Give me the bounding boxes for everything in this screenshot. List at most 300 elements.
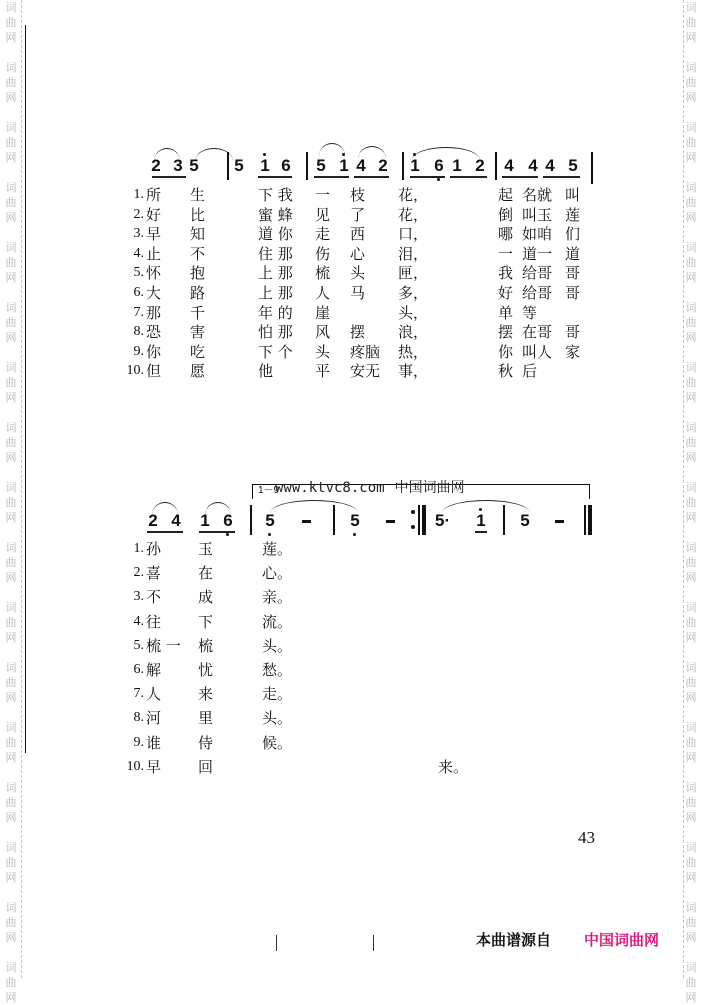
lyric-syllable: 头。 <box>262 709 293 728</box>
lyric-syllable: 住 那 <box>258 244 293 263</box>
watermark-glyph: 网 <box>685 571 697 584</box>
watermark-glyph: 词 <box>5 721 17 734</box>
dash-sustain <box>386 520 395 523</box>
lyric-syllable: 河 <box>146 709 162 728</box>
repeat-bar-line-thick <box>422 505 426 535</box>
page-number: 43 <box>578 828 595 847</box>
watermark-glyph: 曲 <box>5 916 17 929</box>
lyric-syllable: 怀 <box>146 264 162 283</box>
dash-sustain <box>302 520 311 523</box>
lyric-syllable: 叫人 <box>522 342 553 361</box>
note: 1 <box>452 156 462 175</box>
watermark-glyph: 网 <box>5 91 17 104</box>
watermark-glyph: 词 <box>685 181 697 194</box>
lyric-syllable: 解 <box>146 661 162 679</box>
watermark-glyph: 词 <box>5 841 17 854</box>
lyric-syllable: 害 <box>190 323 206 342</box>
note: 5 <box>568 156 578 175</box>
lyric-syllable: 不 <box>190 244 206 263</box>
lyric-syllable: 哥 <box>565 264 581 283</box>
lyric-line <box>0 637 705 657</box>
bar-line <box>250 505 252 535</box>
lyric-syllable: 好 <box>146 205 162 224</box>
verse-number: 6. <box>133 285 144 300</box>
lyric-syllable: 西 <box>350 225 366 244</box>
watermark-glyph: 曲 <box>685 496 697 509</box>
verse-number: 8. <box>133 324 144 340</box>
lyric-syllable: 名就 <box>522 186 553 204</box>
right-dashed-guide <box>683 0 684 978</box>
lyric-syllable: 头。 <box>262 636 293 655</box>
lyric-line <box>0 685 705 705</box>
watermark-glyph: 网 <box>5 451 17 464</box>
lyric-syllable: 往 <box>146 612 162 631</box>
lyric-syllable: 疼脑 <box>350 342 381 361</box>
watermark-glyph: 网 <box>685 271 697 284</box>
lyric-line <box>0 758 705 778</box>
slur <box>412 147 480 160</box>
verse-number: 9. <box>133 343 144 359</box>
watermark-glyph: 曲 <box>5 436 17 449</box>
lyric-syllable: 走。 <box>262 685 293 704</box>
watermark-glyph: 词 <box>685 601 697 614</box>
lyric-syllable: 头， <box>398 303 429 322</box>
lyric-syllable: 枝 <box>350 186 366 204</box>
lyric-syllable: 千 <box>190 303 206 322</box>
watermark-glyph: 词 <box>5 481 17 494</box>
verse-number: 10. <box>126 363 144 379</box>
watermark-glyph: 词 <box>5 541 17 554</box>
lyric-syllable: 热， <box>398 342 429 361</box>
note: 1 <box>408 157 422 175</box>
note: 4 <box>504 156 514 175</box>
note: 2 <box>148 511 158 530</box>
lyric-syllable: 下 我 <box>258 186 293 204</box>
lyric-syllable: 下 个 <box>258 342 293 361</box>
lyric-line <box>0 540 705 560</box>
bar-line <box>591 152 593 184</box>
watermark-glyph: 词 <box>5 421 17 434</box>
lyric-syllable: 了 <box>350 205 366 224</box>
watermark-glyph: 词 <box>5 121 17 134</box>
volta-label: 1－9 <box>258 485 280 496</box>
lyric-syllable: 多， <box>398 284 429 302</box>
lyric-syllable: 你 <box>146 342 162 361</box>
watermark-glyph: 词 <box>685 1 697 14</box>
lyric-syllable: 口， <box>398 225 429 244</box>
watermark-glyph: 曲 <box>685 16 697 29</box>
verse-number: 3. <box>133 589 144 605</box>
watermark-glyph: 词 <box>5 61 17 74</box>
watermark-glyph: 词 <box>685 841 697 854</box>
bar-line <box>306 152 308 180</box>
watermark-glyph: 词 <box>685 241 697 254</box>
lyric-syllable: 比 <box>190 205 206 224</box>
note: 3 <box>173 156 183 175</box>
lyric-syllable: 泪， <box>398 244 429 263</box>
underline-beam <box>502 176 538 178</box>
watermark-glyph: 网 <box>5 331 17 344</box>
lyric-syllable: 起 <box>498 186 514 204</box>
lyric-syllable: 一 <box>315 186 331 204</box>
lyric-syllable: 见 <box>315 205 331 224</box>
verse-number: 1. <box>133 541 144 556</box>
lyric-syllable: 亲。 <box>262 588 293 607</box>
watermark-glyph: 词 <box>5 781 17 794</box>
watermark-glyph: 曲 <box>685 436 697 449</box>
lyric-syllable: 在哥 <box>522 323 553 342</box>
final-bar-line-thick <box>588 505 592 535</box>
watermark-glyph: 曲 <box>5 556 17 569</box>
watermark-glyph: 词 <box>685 481 697 494</box>
lyric-line <box>0 362 705 382</box>
slur <box>152 502 178 515</box>
underline-beam <box>199 531 235 533</box>
lyric-syllable: 哥 <box>565 323 581 342</box>
watermark-glyph: 网 <box>5 271 17 284</box>
url-watermark <box>275 480 465 496</box>
watermark-glyph: 网 <box>685 751 697 764</box>
lyric-syllable: 止 <box>146 244 162 263</box>
lyric-syllable: 蜜 蜂 <box>258 205 293 224</box>
watermark-glyph: 曲 <box>5 76 17 89</box>
lyric-line <box>0 186 705 206</box>
note: 6 <box>221 512 235 530</box>
note: 1 <box>200 511 210 530</box>
watermark-glyph: 曲 <box>5 136 17 149</box>
lyric-syllable: 知 <box>190 225 206 244</box>
lyric-syllable: 梳 <box>198 636 214 655</box>
lyric-syllable: 吃 <box>190 342 206 361</box>
watermark-glyph: 网 <box>5 751 17 764</box>
lyric-syllable: 梳 <box>315 264 331 283</box>
lyric-syllable: 谁 <box>146 733 162 752</box>
watermark-glyph: 网 <box>5 631 17 644</box>
lyric-syllable: 头 <box>315 342 331 361</box>
watermark-glyph: 曲 <box>5 316 17 329</box>
watermark-glyph: 网 <box>685 331 697 344</box>
lyric-syllable: 我 <box>498 264 514 283</box>
lyric-syllable: 早 <box>146 757 162 776</box>
underline-beam <box>410 176 445 178</box>
watermark-glyph: 网 <box>685 871 697 884</box>
watermark-glyph: 词 <box>685 781 697 794</box>
watermark-glyph: 网 <box>685 811 697 824</box>
left-watermark-column <box>0 0 22 1004</box>
bar-line <box>402 152 404 180</box>
lyric-syllable: 安无 <box>350 362 381 381</box>
lyric-syllable: 崖 <box>315 303 331 322</box>
lyric-syllable: 风 <box>315 323 331 342</box>
lyric-syllable: 家 <box>565 342 581 361</box>
watermark-glyph: 曲 <box>685 256 697 269</box>
lyric-syllable: 成 <box>198 588 214 607</box>
lyric-syllable: 平 <box>315 362 331 381</box>
lyric-syllable: 头 <box>350 264 366 283</box>
lyric-line <box>0 734 705 754</box>
watermark-glyph: 曲 <box>5 376 17 389</box>
final-bar-line <box>584 505 586 535</box>
verse-number: 5. <box>133 265 144 281</box>
watermark-glyph: 词 <box>5 241 17 254</box>
lyric-syllable: 好 <box>498 284 514 302</box>
watermark-glyph: 曲 <box>685 556 697 569</box>
watermark-glyph: 词 <box>685 541 697 554</box>
watermark-glyph: 词 <box>685 61 697 74</box>
lyric-syllable: 恐 <box>146 323 162 342</box>
note: 4 <box>528 156 538 175</box>
lyric-syllable: 等 <box>522 303 538 322</box>
bar-line <box>495 152 497 180</box>
lyric-syllable: 花， <box>398 205 429 224</box>
watermark-glyph: 网 <box>5 871 17 884</box>
watermark-glyph: 词 <box>5 901 17 914</box>
watermark-glyph: 网 <box>5 571 17 584</box>
lyric-syllable: 叫玉 <box>522 205 553 224</box>
watermark-glyph: 网 <box>685 991 697 1004</box>
lyric-syllable: 上 那 <box>258 264 293 283</box>
note: 5 <box>348 512 362 530</box>
watermark-glyph: 网 <box>685 631 697 644</box>
footer-tick <box>276 935 277 951</box>
lyric-syllable: 哥 <box>565 284 581 302</box>
lyric-syllable: 侍 <box>198 733 214 752</box>
left-dashed-guide <box>21 0 22 978</box>
watermark-glyph: 曲 <box>685 736 697 749</box>
watermark-glyph: 曲 <box>685 76 697 89</box>
underline-beam <box>258 176 292 178</box>
verse-number: 7. <box>133 304 144 320</box>
lyric-syllable: 心。 <box>262 564 293 583</box>
verse-number: 6. <box>133 662 144 677</box>
lyric-syllable: 下 <box>198 612 214 631</box>
lyric-syllable: 人 <box>146 685 162 704</box>
bar-line <box>227 152 229 180</box>
note: 1 <box>337 157 351 175</box>
watermark-glyph: 曲 <box>685 376 697 389</box>
watermark-glyph: 网 <box>5 811 17 824</box>
lyric-line <box>0 564 705 584</box>
source-site-link[interactable]: 中国词曲网 <box>584 931 660 949</box>
watermark-glyph: 曲 <box>685 136 697 149</box>
watermark-glyph: 曲 <box>685 796 697 809</box>
watermark-glyph: 网 <box>685 91 697 104</box>
watermark-glyph: 曲 <box>5 196 17 209</box>
lyric-syllable: 所 <box>146 186 162 204</box>
watermark-glyph: 曲 <box>5 616 17 629</box>
lyric-line <box>0 264 705 284</box>
source-label: 本曲谱源自 <box>476 931 552 949</box>
note: 2 <box>151 156 161 175</box>
watermark-glyph: 网 <box>685 151 697 164</box>
watermark-glyph: 网 <box>5 391 17 404</box>
slur <box>319 143 345 156</box>
note: 5 <box>234 156 244 175</box>
lyric-line <box>0 245 705 265</box>
lyric-syllable: 忧 <box>198 661 214 679</box>
watermark-glyph: 词 <box>685 901 697 914</box>
watermark-glyph: 曲 <box>685 616 697 629</box>
lyric-syllable: 愿 <box>190 362 206 381</box>
lyric-syllable: 路 <box>190 284 206 302</box>
watermark-glyph: 词 <box>5 601 17 614</box>
lyric-syllable: 倒 <box>498 205 514 224</box>
lyric-syllable: 心 <box>350 244 366 263</box>
note: 4 <box>545 156 555 175</box>
lyric-syllable: 候。 <box>262 733 293 752</box>
watermark-glyph: 曲 <box>685 856 697 869</box>
lyric-syllable: 摆 <box>498 323 514 342</box>
lyric-syllable: 上 那 <box>258 284 293 302</box>
watermark-glyph: 曲 <box>5 796 17 809</box>
note: 1 <box>474 512 488 530</box>
underline-beam <box>543 176 580 178</box>
lyric-syllable: 道一 <box>522 244 553 263</box>
lyric-syllable: 哪 <box>498 225 514 244</box>
lyric-syllable: 道 你 <box>258 225 293 244</box>
note: 4 <box>356 156 366 175</box>
lyric-syllable: 莲。 <box>262 540 293 558</box>
watermark-glyph: 曲 <box>685 196 697 209</box>
lyric-syllable: 抱 <box>190 264 206 283</box>
note: 5 <box>189 156 199 175</box>
lyric-syllable: 里 <box>198 709 214 728</box>
watermark-glyph: 曲 <box>685 316 697 329</box>
verse-number: 2. <box>133 565 144 581</box>
slur <box>270 500 358 513</box>
lyric-syllable: 大 <box>146 284 162 302</box>
lyric-syllable: 浪， <box>398 323 429 342</box>
lyric-syllable: 给哥 <box>522 284 553 302</box>
bar-line <box>503 505 505 535</box>
lyric-syllable: 不 <box>146 588 162 607</box>
lyric-syllable: 单 <box>498 303 514 322</box>
repeat-dot <box>411 510 415 514</box>
lyric-line <box>0 206 705 226</box>
watermark-glyph: 网 <box>5 931 17 944</box>
dash-sustain <box>555 520 564 523</box>
watermark-glyph: 曲 <box>5 676 17 689</box>
watermark-glyph: 词 <box>5 181 17 194</box>
lyric-syllable: 伤 <box>315 244 331 263</box>
lyric-syllable: 匣， <box>398 264 429 283</box>
watermark-site: 中国词曲网 <box>394 480 465 496</box>
lyric-syllable: 但 <box>146 362 162 381</box>
lyric-syllable: 人 <box>315 284 331 302</box>
lyric-syllable: 给哥 <box>522 264 553 283</box>
verse-number: 9. <box>133 734 144 750</box>
lyric-line <box>0 284 705 304</box>
note: 5 <box>520 511 530 530</box>
lyric-syllable: 梳 一 <box>146 636 181 655</box>
lyric-syllable: 来。 <box>438 757 469 776</box>
watermark-glyph: 词 <box>685 661 697 674</box>
watermark-glyph: 词 <box>685 961 697 974</box>
verse-number: 10. <box>126 758 144 774</box>
lyric-syllable: 事， <box>398 362 429 381</box>
lyric-line <box>0 661 705 681</box>
underline-beam <box>147 531 183 533</box>
lyric-syllable: 在 <box>198 564 214 583</box>
lyric-syllable: 怕 那 <box>258 323 293 342</box>
verse-number: 3. <box>133 226 144 242</box>
verse-number: 7. <box>133 686 144 702</box>
lyric-syllable: 玉 <box>198 540 214 558</box>
underline-beam <box>152 176 186 178</box>
verse-number: 2. <box>133 206 144 222</box>
verse-number: 5. <box>133 637 144 653</box>
watermark-glyph: 网 <box>685 451 697 464</box>
note: 5· <box>435 511 451 530</box>
lyric-syllable: 早 <box>146 225 162 244</box>
watermark-glyph: 词 <box>5 961 17 974</box>
watermark-glyph: 网 <box>5 211 17 224</box>
slur <box>205 502 231 515</box>
lyric-syllable: 愁。 <box>262 661 293 679</box>
watermark-glyph: 词 <box>685 301 697 314</box>
watermark-glyph: 词 <box>685 421 697 434</box>
verse-number: 8. <box>133 710 144 726</box>
lyric-syllable: 后 <box>522 362 538 381</box>
lyric-syllable: 马 <box>350 284 366 302</box>
watermark-glyph: 网 <box>685 931 697 944</box>
watermark-glyph: 曲 <box>685 976 697 989</box>
lyric-syllable: 那 <box>146 303 162 322</box>
watermark-url: www.ktvc8.com <box>275 480 385 496</box>
watermark-glyph: 曲 <box>5 16 17 29</box>
note: 6 <box>432 157 446 175</box>
lyric-syllable: 孙 <box>146 540 162 558</box>
watermark-glyph: 曲 <box>685 916 697 929</box>
verse-number: 4. <box>133 245 144 261</box>
watermark-glyph: 曲 <box>5 856 17 869</box>
watermark-glyph: 词 <box>5 361 17 374</box>
watermark-glyph: 曲 <box>5 256 17 269</box>
underline-beam <box>475 531 487 533</box>
lyric-syllable: 喜 <box>146 564 162 583</box>
lyric-syllable: 们 <box>565 225 581 244</box>
note: 6 <box>281 156 291 175</box>
watermark-glyph: 词 <box>685 121 697 134</box>
repeat-dot <box>411 525 415 529</box>
underline-beam <box>354 176 389 178</box>
lyric-syllable: 莲 <box>565 205 581 224</box>
verse-number: 4. <box>133 613 144 629</box>
lyric-syllable: 你 <box>498 342 514 361</box>
watermark-glyph: 网 <box>5 691 17 704</box>
watermark-glyph: 网 <box>685 31 697 44</box>
lyric-syllable: 秋 <box>498 362 514 381</box>
slur <box>154 148 180 161</box>
watermark-glyph: 词 <box>5 301 17 314</box>
lyric-syllable: 如咱 <box>522 225 553 244</box>
note: 2 <box>378 156 388 175</box>
repeat-bar-line <box>418 505 420 535</box>
lyric-syllable: 流。 <box>262 612 293 631</box>
lyric-syllable: 花， <box>398 186 429 204</box>
lyric-line <box>0 613 705 633</box>
verse-number: 1. <box>133 187 144 202</box>
watermark-glyph: 网 <box>5 991 17 1004</box>
lyric-syllable: 回 <box>198 757 214 776</box>
slur <box>442 500 530 513</box>
watermark-glyph: 网 <box>685 511 697 524</box>
lyric-line <box>0 588 705 608</box>
watermark-glyph: 词 <box>685 361 697 374</box>
lyric-line <box>0 323 705 343</box>
watermark-glyph: 曲 <box>5 976 17 989</box>
lyric-line <box>0 343 705 363</box>
